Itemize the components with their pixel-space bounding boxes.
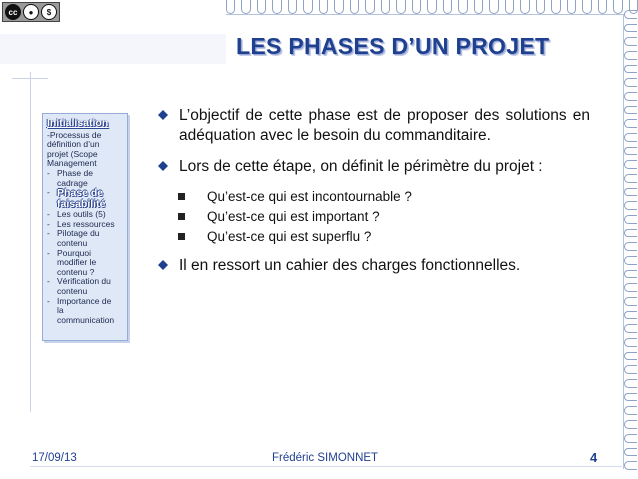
spiral-ring xyxy=(624,201,637,210)
square-bullet-icon xyxy=(178,233,185,240)
spiral-ring xyxy=(241,0,250,14)
top-rule xyxy=(226,14,624,15)
spiral-ring xyxy=(624,24,637,33)
margin-mark xyxy=(12,78,48,79)
sidebar-item-label: faisabilité xyxy=(57,198,106,211)
spiral-ring xyxy=(624,448,637,457)
sidebar-item[interactable] xyxy=(47,169,124,188)
spiral-binding-top xyxy=(226,0,638,14)
spiral-ring xyxy=(350,0,359,14)
sidebar-intro-line: -Processus de xyxy=(47,129,102,140)
sidebar-item[interactable] xyxy=(47,249,124,278)
sidebar-intro-line: Management xyxy=(47,158,97,169)
question-item xyxy=(178,187,590,207)
sidebar-dash: - xyxy=(47,218,50,229)
bullet-text: L’objectif de cette phase est de proposer des solutions en adéquation avec le besoin du commanditaire. xyxy=(179,107,590,144)
spiral-ring xyxy=(257,0,266,14)
spiral-ring xyxy=(624,92,637,101)
spiral-ring xyxy=(624,297,637,306)
sidebar-dash: - xyxy=(47,295,50,306)
cc-icon: cc xyxy=(5,4,21,20)
bullet-text: Il en ressort un cahier des charges fonctionnelles. xyxy=(179,257,521,274)
spiral-ring xyxy=(624,78,637,87)
sidebar-dash: - xyxy=(47,228,50,239)
creative-commons-badge[interactable] xyxy=(2,2,60,22)
spiral-ring xyxy=(396,0,405,14)
spiral-ring xyxy=(624,188,637,197)
spiral-ring xyxy=(624,106,637,115)
spiral-ring xyxy=(624,283,637,292)
question-text: Qu’est-ce qui est incontournable ? xyxy=(207,189,412,204)
spiral-ring xyxy=(319,0,328,14)
spiral-ring xyxy=(551,0,560,14)
no-dollar-icon: $ xyxy=(41,4,57,20)
sidebar-intro-line: projet (Scope xyxy=(47,148,98,159)
sidebar-dash: - xyxy=(47,209,50,220)
sidebar-items-after xyxy=(47,210,124,325)
spiral-ring xyxy=(624,461,637,470)
spiral-ring xyxy=(443,0,452,14)
sidebar-item-label: contenu xyxy=(57,285,88,296)
sidebar-item-label: Pilotage du xyxy=(57,228,100,239)
spiral-ring xyxy=(505,0,514,14)
sidebar-item-label: contenu ? xyxy=(57,266,95,277)
sidebar-item-label: Phase de xyxy=(57,167,93,178)
sidebar-item-label: communication xyxy=(57,314,115,325)
title-ghost-banner xyxy=(0,34,226,64)
spiral-ring xyxy=(624,242,637,251)
spiral-ring xyxy=(624,420,637,429)
question-text: Qu’est-ce qui est superflu ? xyxy=(207,229,372,244)
square-bullet-icon xyxy=(178,193,185,200)
sidebar-item-label: Phase de xyxy=(57,187,104,200)
spiral-ring xyxy=(624,270,637,279)
footer-author: Frédéric SIMONNET xyxy=(272,452,379,464)
spiral-ring xyxy=(613,0,622,14)
sidebar-item-label: la xyxy=(57,305,64,316)
sidebar-item-label: Pourquoi xyxy=(57,247,92,258)
spiral-ring xyxy=(624,311,637,320)
spiral-ring xyxy=(624,393,637,402)
spiral-ring xyxy=(624,51,637,60)
spiral-ring xyxy=(427,0,436,14)
sidebar-dash: - xyxy=(47,276,50,287)
sidebar-item[interactable] xyxy=(47,229,124,248)
sidebar-item-label: Vérification du xyxy=(57,276,111,287)
diamond-bullet-icon xyxy=(158,110,168,120)
spiral-ring xyxy=(624,229,637,238)
spiral-ring xyxy=(365,0,374,14)
spiral-ring xyxy=(334,0,343,14)
sidebar-dash: - xyxy=(47,167,50,178)
spiral-ring xyxy=(474,0,483,14)
spiral-ring xyxy=(520,0,529,14)
spiral-ring xyxy=(624,338,637,347)
spiral-ring xyxy=(624,119,637,128)
sidebar-dash: - xyxy=(47,187,50,198)
sidebar-item-label: cadrage xyxy=(57,177,88,188)
spiral-ring xyxy=(458,0,467,14)
spiral-ring xyxy=(624,215,637,224)
spiral-ring xyxy=(624,406,637,415)
sidebar-item-label: Importance de xyxy=(57,295,112,306)
spiral-ring xyxy=(226,0,235,14)
footer-date: 17/09/13 xyxy=(32,452,77,464)
spiral-ring xyxy=(624,352,637,361)
spiral-ring xyxy=(567,0,576,14)
spiral-ring xyxy=(624,133,637,142)
spiral-ring xyxy=(381,0,390,14)
sidebar-items-before xyxy=(47,169,124,188)
sidebar-intro-line: définition d’un xyxy=(47,139,100,150)
sidebar-item-label: Les ressources xyxy=(57,218,115,229)
spiral-ring xyxy=(624,37,637,46)
margin-line xyxy=(30,72,31,412)
spiral-ring xyxy=(303,0,312,14)
spiral-ring xyxy=(624,10,637,19)
spiral-ring xyxy=(624,160,637,169)
question-text: Qu’est-ce qui est important ? xyxy=(207,209,380,224)
spiral-ring xyxy=(624,434,637,443)
sidebar-item[interactable] xyxy=(47,277,124,296)
spiral-ring xyxy=(582,0,591,14)
spiral-ring xyxy=(412,0,421,14)
spiral-ring xyxy=(624,65,637,74)
bullet-point xyxy=(158,157,590,177)
sidebar-item-current[interactable] xyxy=(47,188,124,210)
spiral-ring xyxy=(288,0,297,14)
spiral-ring xyxy=(624,379,637,388)
right-rule xyxy=(623,14,624,469)
spiral-ring xyxy=(624,256,637,265)
spiral-ring xyxy=(272,0,281,14)
spiral-ring xyxy=(624,365,637,374)
spiral-ring xyxy=(598,0,607,14)
question-item xyxy=(178,227,590,247)
spiral-ring xyxy=(624,324,637,333)
bullet-text: Lors de cette étape, on définit le périmètre du projet : xyxy=(179,158,543,175)
sidebar-outline xyxy=(42,113,128,341)
question-item xyxy=(178,207,590,227)
footer-rule xyxy=(30,466,622,467)
sidebar-heading[interactable]: Initialisation xyxy=(47,117,109,129)
bullet-point xyxy=(158,256,590,276)
spiral-ring xyxy=(536,0,545,14)
sidebar-dash: - xyxy=(47,247,50,258)
diamond-bullet-icon xyxy=(158,161,168,171)
spiral-ring xyxy=(489,0,498,14)
spiral-binding-right xyxy=(624,10,638,470)
diamond-bullet-icon xyxy=(158,260,168,270)
spiral-ring xyxy=(624,147,637,156)
square-bullet-icon xyxy=(178,213,185,220)
slide-title: LES PHASES D’UN PROJET xyxy=(236,33,550,59)
bullet-point xyxy=(158,106,590,146)
sidebar-item[interactable] xyxy=(47,297,124,326)
sidebar-intro xyxy=(47,131,124,169)
page-number: 4 xyxy=(590,450,598,465)
spiral-ring xyxy=(624,174,637,183)
question-list xyxy=(178,187,590,247)
sidebar-item-label: Les outils (5) xyxy=(57,209,106,220)
sidebar-item-label: contenu xyxy=(57,237,88,248)
slide-body xyxy=(158,106,590,276)
sidebar-item-label: modifier le xyxy=(57,257,97,268)
person-icon: ● xyxy=(23,4,39,20)
